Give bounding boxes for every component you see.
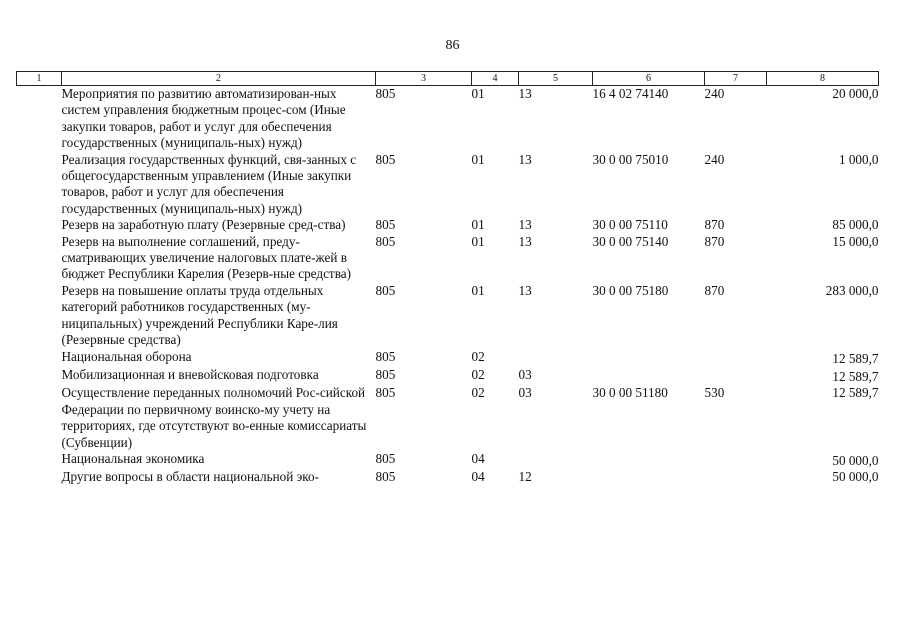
cell-col4: 01 [471,233,485,249]
cell-col6: 30 0 00 75110 [592,217,668,233]
cell-col5: 03 [518,366,532,382]
cell-col8: 20 000,0 [832,86,879,101]
cell-col8: 85 000,0 [832,217,879,233]
cell-col1 [17,86,62,152]
table-row [17,152,879,218]
cell-name: Мобилизационная и вневойсковая подготовка [61,366,319,382]
cell-col8 [767,451,879,469]
column-header-5: 5 [519,72,593,86]
cell-col3: 805 [375,217,396,233]
cell-col6 [593,349,705,367]
cell-name: Осуществление переданных полномочий Рос-сийской Федерации по первичному воинско-му учету на территориях, где отсутствуют во-енные комиссариаты (Субвенции) [61,385,367,450]
cell-col3: 805 [375,86,396,101]
cell-col1 [17,451,62,469]
column-header-1: 1 [17,72,62,86]
cell-col5: 13 [518,151,532,167]
cell-col8: 12 589,7 [832,385,879,401]
cell-col4: 02 [471,366,485,382]
cell-col5 [519,451,593,469]
cell-name: Резерв на повышение оплаты труда отдельных категорий работников государственных (му-ниципальных) учреждений Республики Каре-лия (Резервные средства) [61,282,338,348]
cell-col8: 50 000,0 [832,469,879,485]
cell-col3: 805 [375,282,396,298]
page-number: 86 [445,38,460,53]
budget-table [16,71,879,486]
cell-col1 [17,152,62,218]
cell-name: Другие вопросы в области национальной эко- [61,469,319,485]
cell-col4: 02 [471,385,485,401]
table-row [17,349,879,367]
cell-col1 [17,349,62,367]
table-row [17,385,879,451]
column-header-7: 7 [705,72,767,86]
cell-col6 [593,469,705,485]
cell-col3: 805 [375,233,396,249]
cell-col5: 13 [518,282,532,298]
cell-col5: 13 [518,233,532,249]
cell-col1 [17,217,62,233]
cell-col4: 01 [471,86,485,101]
cell-col1 [17,469,62,485]
cell-col4: 04 [471,469,485,485]
table-row [17,367,879,385]
column-header-6: 6 [593,72,705,86]
cell-col4: 01 [471,282,485,298]
table-row [17,451,879,469]
cell-col5: 03 [518,385,532,401]
cell-name: Реализация государственных функций, свя-занных с общегосударственным управлением (Иные закупки товаров, работ и услуг для обеспечения государственных (муниципаль-ных) нужд) [61,151,357,216]
cell-col3: 805 [375,469,396,485]
cell-col5: 13 [518,217,532,233]
column-header-4: 4 [472,72,519,86]
cell-col6 [593,367,705,385]
cell-col7 [705,469,767,485]
cell-value: 12 589,7 [832,368,879,384]
cell-col7 [705,349,767,367]
cell-col7: 870 [704,233,725,249]
cell-col6: 16 4 02 74140 [592,86,669,101]
cell-col5: 12 [518,469,532,485]
cell-col1 [17,283,62,349]
cell-col3: 805 [375,450,396,466]
cell-col4: 01 [471,217,485,233]
cell-col1 [17,367,62,385]
cell-col1 [17,234,62,283]
cell-col8: 1 000,0 [838,151,879,167]
cell-col1 [17,385,62,451]
cell-col3: 805 [375,366,396,382]
cell-col8 [767,349,879,367]
cell-col7: 870 [704,282,725,298]
column-header-2: 2 [62,72,376,86]
cell-value: 50 000,0 [832,452,879,468]
cell-col7 [705,367,767,385]
cell-col7: 240 [704,86,725,101]
header-row [17,72,879,86]
table-row [17,283,879,349]
cell-col7: 870 [704,217,725,233]
cell-col6: 30 0 00 75010 [592,151,669,167]
cell-col5 [519,349,593,367]
column-header-3: 3 [376,72,472,86]
cell-col3: 805 [375,151,396,167]
cell-col8 [767,367,879,385]
cell-col6: 30 0 00 75180 [592,282,669,298]
cell-col3: 805 [375,385,396,401]
table-row [17,469,879,485]
table-row [17,86,879,152]
cell-col7: 240 [704,151,725,167]
cell-col6 [593,451,705,469]
column-header-8: 8 [767,72,879,86]
cell-col5: 13 [518,86,532,101]
cell-col7: 530 [704,385,725,401]
cell-col3: 805 [375,348,396,364]
cell-col7 [705,451,767,469]
table-body [17,86,879,486]
cell-col8: 283 000,0 [825,282,879,298]
cell-name: Национальная экономика [61,450,205,466]
cell-name: Национальная оборона [61,348,192,364]
cell-col4: 02 [471,348,485,364]
cell-col4: 01 [471,151,485,167]
cell-col6: 30 0 00 51180 [592,385,668,401]
table-row [17,217,879,233]
cell-name: Резерв на выполнение соглашений, преду-сматривающих увеличение налоговых плате-жей в бюджет Республики Карелия (Резерв-ные средства) [61,233,351,282]
table-row [17,234,879,283]
cell-col4: 04 [471,450,485,466]
cell-name: Резерв на заработную плату (Резервные сред-ства) [61,217,346,233]
cell-value: 12 589,7 [832,350,879,366]
cell-col8: 15 000,0 [832,233,879,249]
cell-name: Мероприятия по развитию автоматизирован-ных систем управления бюджетным процес-сом (Иные закупки товаров, работ и услуг для обеспечения государственных (муниципаль-ных) нужд) [61,86,346,151]
cell-col6: 30 0 00 75140 [592,233,669,249]
